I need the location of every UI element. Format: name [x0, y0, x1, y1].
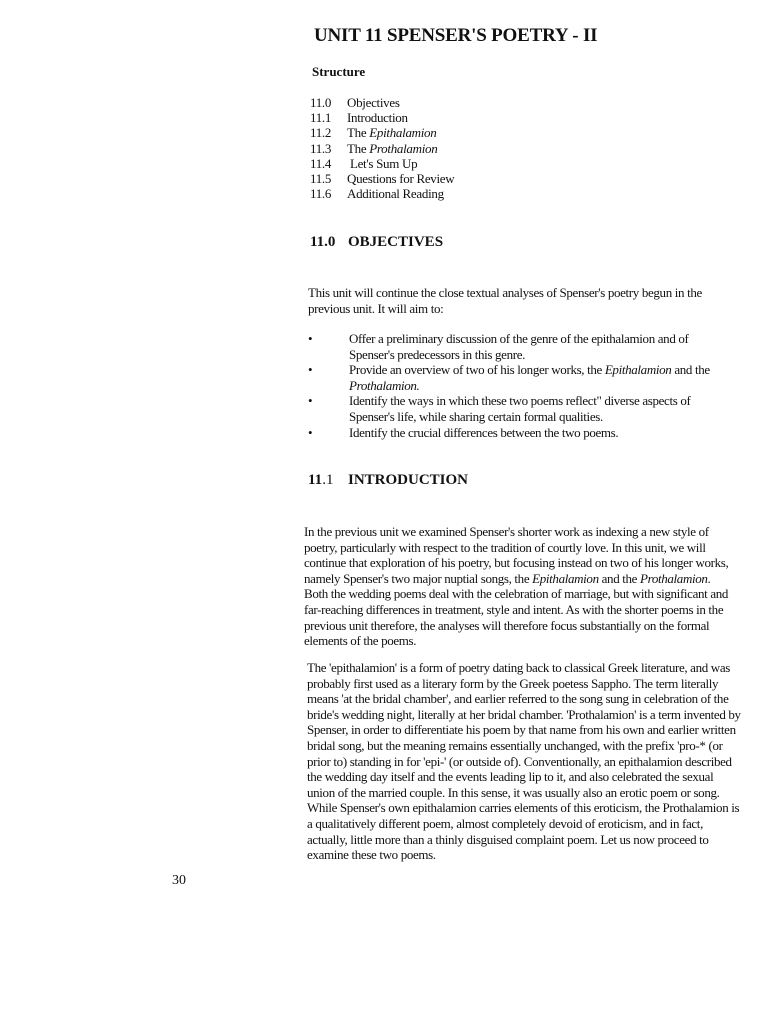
table-of-contents: [310, 95, 454, 201]
toc-item: [310, 171, 454, 186]
toc-item: [310, 141, 454, 156]
objectives-intro-paragraph: This unit will continue the close textual analyses of Spenser's poetry begun in the previous unit. It will aim to:: [308, 285, 702, 316]
toc-label: The Prothalamion: [347, 140, 438, 156]
toc-label: Additional Reading: [347, 186, 444, 202]
section-number: 11.1: [308, 472, 334, 488]
toc-number: 11.1: [310, 110, 332, 126]
bullet-marker: •: [308, 331, 313, 346]
section-heading-introduction: [308, 472, 468, 489]
bullet-marker: •: [308, 393, 313, 409]
toc-number: 11.4: [310, 155, 332, 171]
structure-heading: Structure: [312, 64, 366, 79]
bullet-text: Identify the ways in which these two poems reflect" diverse aspects of Spenser's life, while sharing certain formal qualities.: [349, 393, 691, 424]
unit-title: UNIT 11 SPENSER'S POETRY - II: [314, 25, 598, 46]
toc-item: [310, 95, 454, 110]
list-item: [308, 362, 728, 393]
toc-item: [310, 110, 454, 125]
section-number: 11.0: [310, 234, 336, 250]
page-number: 30: [172, 873, 186, 888]
toc-number: 11.5: [310, 171, 332, 187]
toc-item: [310, 186, 454, 201]
toc-number: 11.2: [310, 125, 332, 141]
list-item: [308, 393, 728, 424]
toc-label: Let's Sum Up: [347, 155, 418, 171]
toc-label: The Epithalamion: [347, 125, 437, 141]
section-heading-objectives: [310, 234, 443, 251]
section-title: INTRODUCTION: [348, 472, 469, 488]
introduction-paragraph-2: The 'epithalamion' is a form of poetry dating back to classical Greek literature, and was probably first used as a literary form by the Greek poetess Sappho. The term literally means 'at the bridal chamber', and earlier referred to the song sung in celebration of the bride's wedding night, literally at her bridal chamber. 'Prothalamion' is a term invented by Spenser, in order to differentiate his poem by that name from his own and earlier written bridal song, but the meaning remains essentially unchanged, with the prefix 'pro-* (or prior to) standing in for 'epi-' (or outside of). Conventionally, an epithalamion described the wedding day itself and the events leading lip to it, and also celebrated the sexual union of the married couple. In this sense, it was usually also an erotic poem or song. While Spenser's own epithalamion carries elements of this eroticism, the Prothalamion is a qualitatively different poem, almost completely devoid of eroticism, and in fact, actually, little more than a thinly disguised complaint poem. Let us now proceed to examine these two poems.: [307, 660, 741, 863]
list-item: [308, 331, 728, 362]
toc-label: Introduction: [347, 110, 408, 126]
bullet-text: Provide an overview of two of his longer works, the Epithalamion and the Prothalamion.: [349, 362, 710, 393]
bullet-text: Offer a preliminary discussion of the genre of the epithalamion and of Spenser's predecessors in this genre.: [349, 331, 689, 362]
toc-item: [310, 125, 454, 140]
toc-number: 11.6: [310, 186, 332, 202]
toc-label: Questions for Review: [347, 171, 455, 187]
list-item: [308, 425, 728, 441]
toc-number: 11.0: [310, 95, 332, 110]
section-title: OBJECTIVES: [348, 234, 444, 250]
bullet-text: Identify the crucial differences between the two poems.: [349, 424, 619, 440]
toc-number: 11.3: [310, 140, 332, 156]
objectives-bullet-list: [308, 331, 728, 440]
bullet-marker: •: [308, 362, 313, 378]
toc-label: Objectives: [347, 95, 400, 110]
toc-item: [310, 156, 454, 171]
bullet-marker: •: [308, 424, 313, 440]
introduction-paragraph-1: In the previous unit we examined Spenser's shorter work as indexing a new style of poetry, particularly with respect to the tradition of courtly love. In this unit, we will continue that exploration of his poetry, but focusing instead on two of his longer works, namely Spenser's two major nuptial songs, the Epithalamion and the Prothalamion. Both the wedding poems deal with the celebration of marriage, but with significant and far-reaching differences in treatment, style and intent. As with the shorter poems in the previous unit therefore, the analyses will therefore focus substantially on the formal elements of the poems.: [304, 524, 729, 649]
